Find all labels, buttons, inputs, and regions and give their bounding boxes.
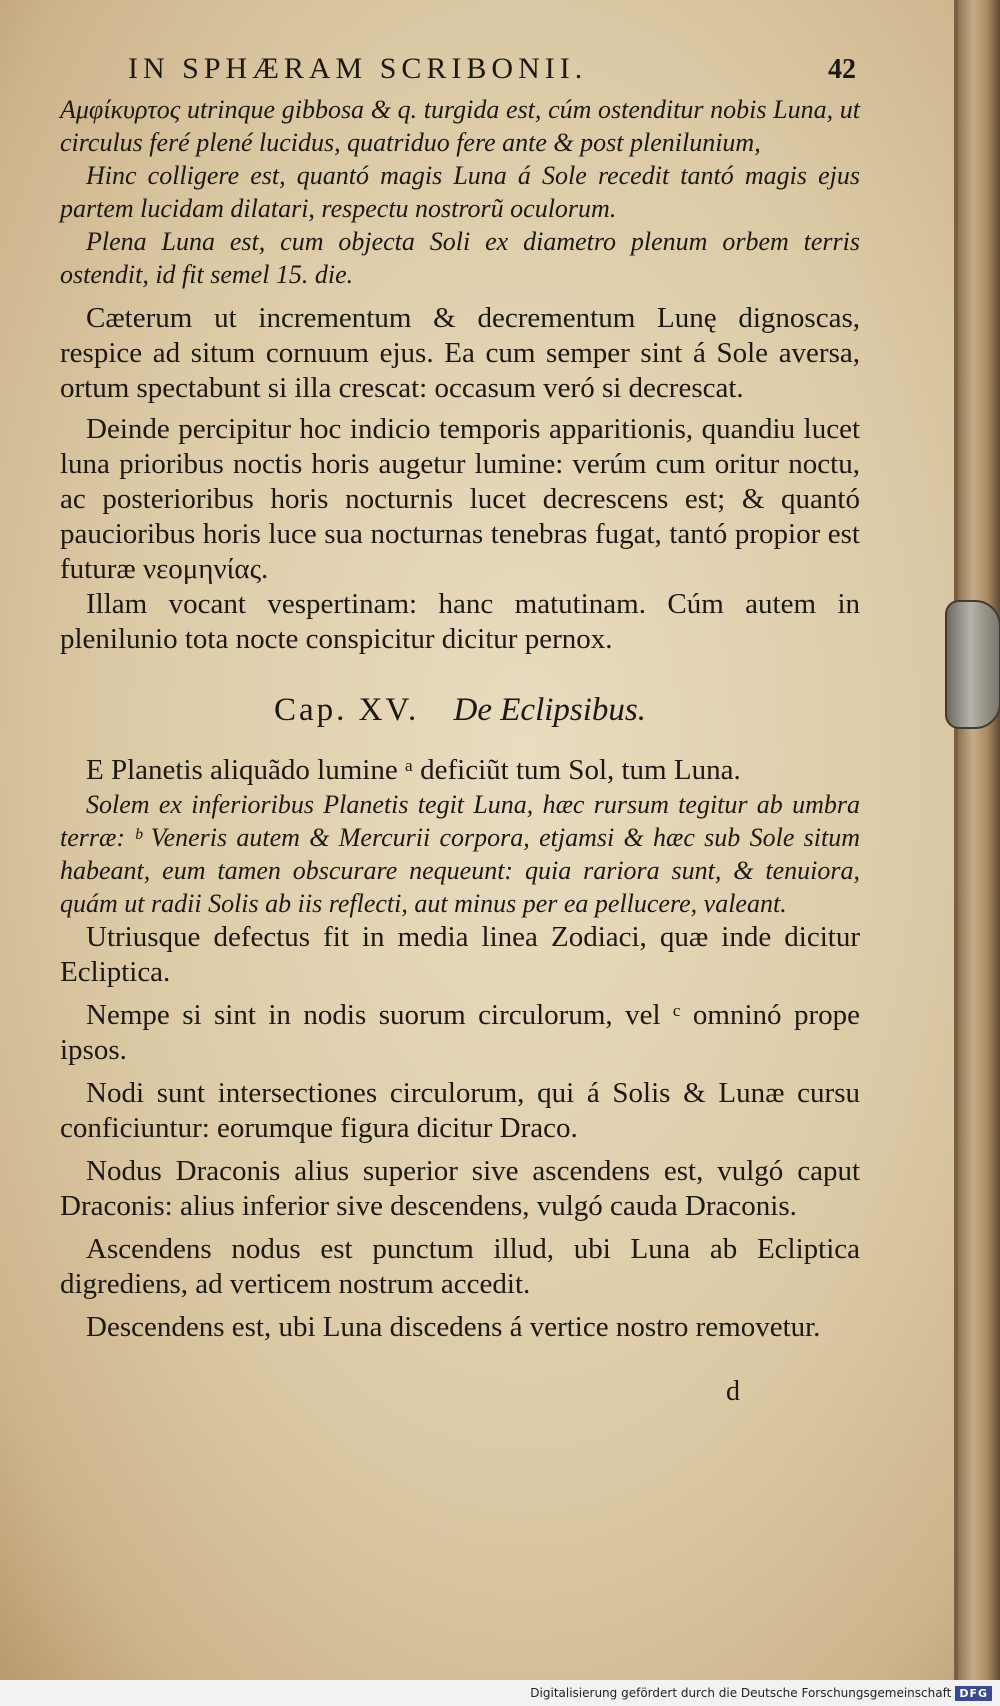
catchword: d <box>726 1376 740 1407</box>
paragraph: Illam vocant vespertinam: hanc matutinam. Cúm autem in plenilunio tota nocte conspicitur dicitur pernox. <box>60 588 860 655</box>
footer-credit: Digitalisierung gefördert durch die Deutsche Forschungsgemeinschaft <box>530 1686 952 1700</box>
paragraph: E Planetis aliquãdo lumine ᵃ deficiũt tum Sol, tum Luna. <box>86 754 741 786</box>
paragraph: Hinc colligere est, quantó magis Luna á Sole recedit tantó magis ejus partem lucidam dilatari, respectu nostrorũ oculorum. <box>60 161 860 223</box>
paragraph: Αμφίκυρτος utrinque gibbosa & q. turgida est, cúm ostenditur nobis Luna, ut circulus feré plené lucidus, quatriduo fere ante & post plenilunium, <box>60 95 860 157</box>
chapter-heading <box>60 693 860 727</box>
dfg-logo: DFG <box>955 1686 992 1701</box>
chapter-label: Cap. XV. <box>273 692 420 728</box>
paragraph: Ascendens nodus est punctum illud, ubi Luna ab Ecliptica digrediens, ad verticem nostrum accedit. <box>60 1233 860 1300</box>
running-title: IN SPHÆRAM SCRIBONII. <box>128 52 588 85</box>
digitization-footer <box>0 1680 1000 1706</box>
paragraph: Nempe si sint in nodis suorum circulorum, vel ᶜ omninó prope ipsos. <box>60 999 860 1066</box>
paragraph: Plena Luna est, cum objecta Soli ex diametro plenum orbem terris ostendit, id fit semel 15. die. <box>60 227 860 289</box>
paragraph: Nodus Draconis alius superior sive ascendens est, vulgó caput Draconis: alius inferior sive descendens, vulgó cauda Draconis. <box>60 1155 860 1222</box>
paragraph: Utriusque defectus fit in media linea Zodiaci, quæ inde dicitur Ecliptica. <box>60 921 860 988</box>
paragraph: Descendens est, ubi Luna discedens á vertice nostro removetur. <box>86 1311 821 1343</box>
page-number: 42 <box>828 54 856 85</box>
paragraph: Cæterum ut incrementum & decrementum Lunę dignoscas, respice ad situm cornuum ejus. Ea cum semper sint á Sole aversa, ortum spectabunt si illa crescat: occasum veró si decrescat. <box>60 302 860 404</box>
page-text <box>60 52 860 1409</box>
book-edge <box>958 0 1000 1680</box>
paragraph: Nodi sunt intersectiones circulorum, qui á Solis & Lunæ cursu conficiuntur: eorumque figura dicitur Draco. <box>60 1077 860 1144</box>
metal-clasp <box>945 600 1000 729</box>
paragraph: Solem ex inferioribus Planetis tegit Luna, hæc rursum tegitur ab umbra terræ: ᵇ Veneris autem & Mercurii corpora, etjamsi & hæc sub Sole situm habeant, eum tamen obscurare nequeunt: quia rariora sunt, & tenuiora, quám ut radii Solis ab iis reflecti, aut minus per ea pellucere, valeant. <box>60 790 860 918</box>
page-header <box>60 52 860 87</box>
paragraph: Deinde percipitur hoc indicio temporis apparitionis, quandiu lucet luna prioribus noctis horis augetur lumine: verúm cum oritur noctu, ac posterioribus horis nocturnis lucet decrescens est; & quantó paucioribus horis luce sua nocturnas tenebras fugat, tantó propior est futuræ νεομηνίας. <box>60 413 860 585</box>
chapter-title: De Eclipsibus. <box>453 692 647 728</box>
